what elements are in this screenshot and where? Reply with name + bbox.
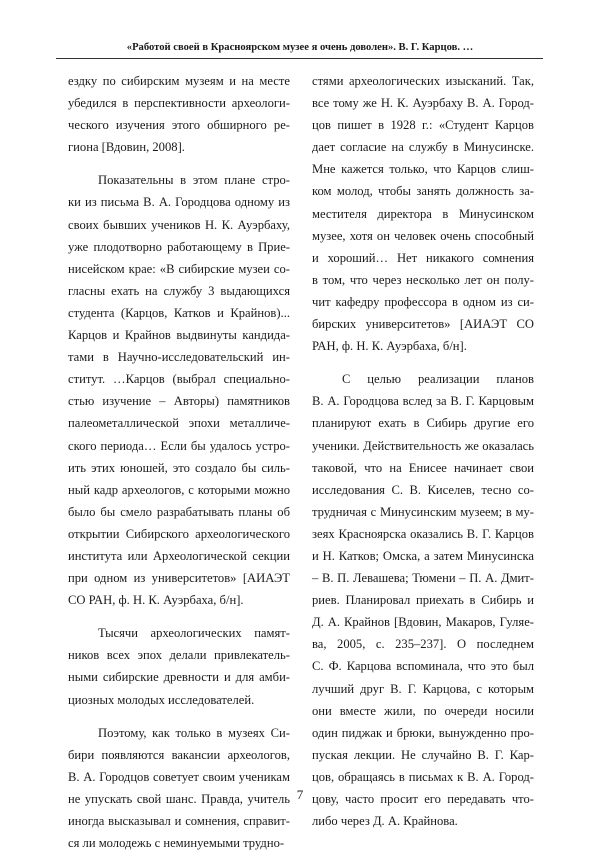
text-line: чит кафедру профессора в одном из си- (312, 294, 534, 309)
text-line: нисейском крае: «В сибирские музеи со- (68, 261, 290, 276)
text-line: ва, 2005, с. 235–237]. О последнем (312, 637, 534, 652)
text-line: ить этих юношей, это создало бы силь- (68, 460, 290, 475)
running-header: «Работой своей в Красноярском музее я очень доволен». В. Г. Карцов. … (126, 42, 474, 53)
text-line: тами в Научно-исследовательский ин- (68, 350, 290, 365)
text-line: ными сибирские древности и для амби- (68, 670, 290, 685)
text-line: все тому же Н. К. Ауэрбаху В. А. Город- (312, 96, 534, 111)
text-line: уже плодотворно работающему в Прие- (68, 239, 290, 254)
text-line: при одном из университетов» [АИАЭТ (68, 571, 290, 586)
text-line: бири появляются вакансии археологов, (68, 747, 290, 762)
paragraph (68, 70, 290, 158)
text-line: стью изучение – Авторы) памятников (68, 394, 290, 409)
text-line: планируют ехать в Сибирь другие его (312, 416, 534, 431)
text-line: своих бывших учеников Н. К. Ауэрбаху, (68, 217, 290, 232)
text-line: и Н. Катков; Омска, а затем Минусинска (312, 548, 534, 563)
paragraph (312, 368, 534, 832)
text-line: цов, обращаясь в письмах к В. А. Город- (312, 769, 534, 784)
text-line: В. А. Городцов советует своим ученикам (68, 769, 290, 784)
text-line: местителя директора в Минусинском (312, 206, 534, 221)
text-line: трудничая с Минусинским музеем; в му- (312, 504, 534, 519)
text-line: гласны ехать на службу 3 выдающихся (68, 283, 290, 298)
paragraph (312, 70, 534, 357)
text-line: таковой, что на Енисее начинает свои (312, 460, 534, 475)
paragraph (68, 169, 290, 611)
text-line: студента (Карцов, Катков и Крайнов)... (68, 305, 290, 320)
text-line: ников всех эпох делали привлекатель- (68, 648, 290, 663)
text-line: было бы смело разрабатывать планы об (68, 504, 290, 519)
text-line: в том, что через несколько лет он полу- (312, 272, 534, 287)
text-line: Карцов и Крайнов выдвинуты кандида- (68, 328, 290, 343)
text-line: гиона [Вдовин, 2008]. (68, 140, 185, 155)
text-line: С. Ф. Карцова вспоминала, что это был (312, 659, 534, 674)
text-line: – В. П. Левашева; Тюмени – П. А. Дмит- (312, 571, 534, 586)
text-line: Мне кажется только, что Карцов слиш- (312, 162, 534, 177)
text-line: палеометаллической эпохи металличе- (68, 416, 290, 431)
text-line: пуская лекции. Не случайно В. Г. Кар- (312, 747, 534, 762)
header-rule (56, 58, 543, 59)
text-line: ком молод, чтобы занять должность за- (312, 184, 534, 199)
text-line: цов пишет в 1928 г.: «Студент Карцов (312, 118, 534, 133)
text-line: открытии Сибирского археологического (68, 526, 290, 541)
text-line: ститут. …Карцов (выбрал специально- (68, 372, 290, 387)
text-line: ки из письма В. А. Городцова одному из (68, 195, 290, 210)
text-line: музее, хотя он человек очень способный (312, 228, 534, 243)
right-column (312, 70, 534, 832)
text-line: исследования С. В. Киселев, тесно со- (312, 482, 534, 497)
text-line: Тысячи археологических памят- (98, 626, 290, 641)
text-line: цову, часто просит его передавать что- (312, 792, 534, 806)
text-line: С целью реализации планов (342, 372, 534, 387)
text-line: СО РАН, ф. Н. К. Ауэрбаха, б/н]. (68, 593, 244, 608)
text-line: либо через Д. А. Крайнова. (312, 814, 458, 829)
text-line: стями археологических изысканий. Так, (312, 74, 534, 88)
text-line: зеях Красноярска оказались В. Г. Карцов (312, 526, 534, 541)
text-line: не упускать свой шанс. Правда, учитель (68, 791, 290, 806)
paragraph (68, 622, 290, 710)
text-line: циозных молодых исследователей. (68, 692, 255, 707)
text-line: ученики. Действительность же оказалась (312, 438, 534, 453)
text-line: убедился в перспективности археологи- (68, 96, 290, 111)
text-line: Поэтому, как только в музеях Си- (98, 725, 290, 740)
text-line: В. А. Городцова вслед за В. Г. Карцовым (312, 394, 534, 409)
text-line: ездку по сибирским музеям и на месте (68, 74, 290, 88)
text-line: ческого изучения этого обширного ре- (68, 118, 290, 133)
text-line: бирских университетов» [АИАЭТ СО (312, 317, 534, 332)
text-line: один пиджак и брюки, вынужденно про- (312, 725, 534, 740)
text-line: ся ли молодежь с неминуемыми трудно- (68, 836, 285, 851)
text-line: иногда высказывал и сомнения, справит- (68, 814, 290, 828)
text-line: Показательны в этом плане стро- (98, 173, 290, 188)
text-line: ского периода… Если бы удалось устро- (68, 438, 290, 453)
text-line: ный кадр археологов, с которыми можно (68, 482, 290, 497)
text-line: дает согласие на службу в Минусинске. (312, 140, 534, 155)
left-column (68, 70, 290, 854)
page-number: 7 (296, 787, 304, 802)
text-line: института или Археологической секции (68, 548, 290, 563)
text-line: и хороший… Нет никакого сомнения (312, 250, 534, 265)
text-line: лучший друг В. Г. Карцова, с которым (312, 681, 534, 696)
text-line: они вместе жили, по очереди носили (312, 703, 534, 718)
text-line: риев. Планировал приехать в Сибирь и (312, 593, 534, 608)
text-line: Д. А. Крайнов [Вдовин, Макаров, Гуляе- (312, 615, 534, 630)
text-line: РАН, ф. Н. К. Ауэрбаха, б/н]. (312, 339, 467, 354)
